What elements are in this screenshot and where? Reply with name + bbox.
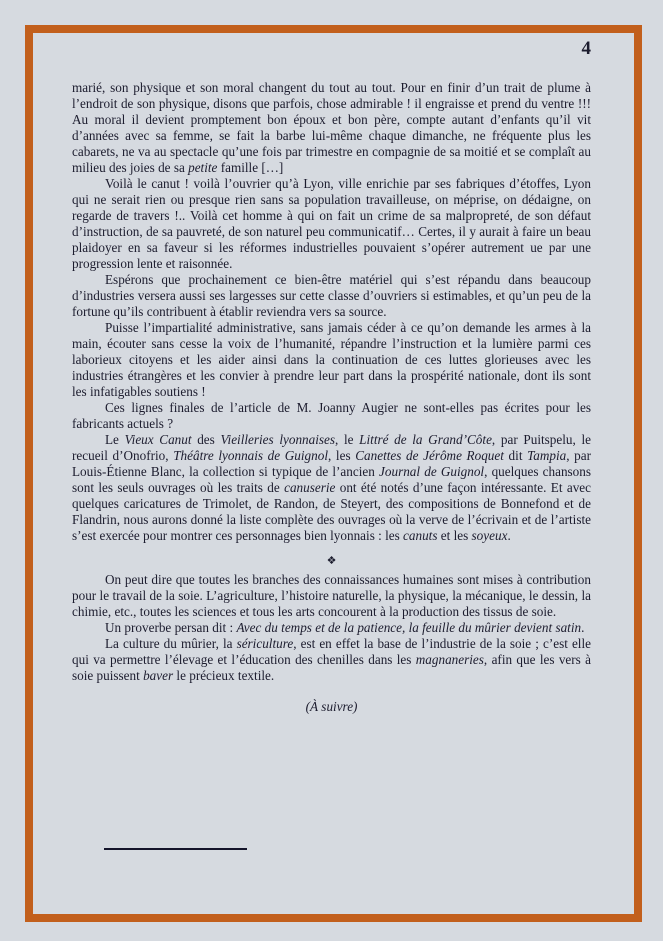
italic-text-run: Théâtre lyonnais de Guignol (173, 448, 328, 463)
paragraphs-before-divider (72, 80, 591, 544)
text-run: Espérons que prochainement ce bien-être matériel qui s’est répandu dans beaucoup d’industries versera aussi ses largesses sur cette classe d’ouvriers si estimables, et qu’un peu de la fortune qu’ils contribuent à établir reviendra vers sa source. (72, 272, 591, 319)
italic-text-run: soyeux (471, 528, 508, 543)
text-run: La culture du mûrier, la (105, 636, 237, 651)
paragraph (72, 572, 591, 620)
text-run: famille […] (217, 160, 284, 175)
text-run: , quelques chansons sont les seuls ouvrages où les traits de (72, 464, 591, 495)
text-run: le précieux textile. (173, 668, 275, 683)
text-run: Puisse l’impartialité administrative, sans jamais céder à ce qu’on demande les armes à la main, écouter sans cesse la voix de l’humanité, répandre l’instruction et la lumière parmi ces laborieux citoyens et les aider ainsi dans la continuation de ces luttes glorieuses avec les industries étrangères et les convier à prendre leur part dans la prospérité nationale, dont ils sont les infatigables soutiens ! (72, 320, 591, 399)
italic-text-run: Avec du temps et de la patience, la feuille du mûrier devient satin (236, 620, 582, 635)
paragraph (72, 176, 591, 272)
paragraph (72, 80, 591, 176)
continuation-note: (À suivre) (305, 699, 358, 714)
text-run: . (507, 528, 511, 543)
text-run: marié, son physique et son moral changent du tout au tout. Pour en finir d’un trait de plume à l’endroit de son physique, disons que parfois, chose admirable ! il engraisse et prend du ventre !!! Au moral il devient promptement bon époux et bon père, compte autant d’enfants qu’il vit d’années avec sa femme, se fait la barbe lui-même chaque dimanche, ne fréquente plus les cabarets, ne va au spectacle qu’une fois par trimestre en compagnie de sa moitié et se complaît au milieu des joies de sa (72, 80, 591, 175)
text-run: des (191, 432, 221, 447)
italic-text-run: Canettes de Jérôme Roquet (355, 448, 504, 463)
text-run: , le (335, 432, 360, 447)
italic-text-run: canuts (403, 528, 438, 543)
italic-text-run: baver (143, 668, 174, 683)
paragraph (72, 620, 591, 636)
text-run: , les (328, 448, 356, 463)
text-run: ont été notés d’une façon intéressante. Et avec quelques caricatures de Trimolet, de Randon, de Steyert, des compositions de Bonnefond et de Flandrin, nous aurons donné la liste complète des ouvrages où la verve de l’écrivain et de l’artiste s’est exercée pour montrer ces personnages bien lyonnais : les (72, 480, 591, 543)
text-run: , afin que les vers à soie puissent (72, 652, 591, 683)
italic-text-run: Vieux Canut (124, 432, 192, 447)
text-run: , est en effet la base de l’industrie de la soie ; c’est elle qui va permettre l’élevage et l’éducation des chenilles dans les (72, 636, 591, 667)
paragraph (72, 320, 591, 400)
text-run: Ces lignes finales de l’article de M. Joanny Augier ne sont-elles pas écrites pour les fabricants actuels ? (72, 400, 591, 431)
italic-text-run: canuserie (284, 480, 336, 495)
paragraph (72, 400, 591, 432)
italic-text-run: Tampia (527, 448, 567, 463)
italic-text-run: magnaneries (415, 652, 484, 667)
text-run: , par Puitspelu, le recueil d’Onofrio, (72, 432, 591, 463)
text-run: Un proverbe persan dit : (105, 620, 237, 635)
paragraph (72, 432, 591, 544)
footnote-rule (104, 848, 247, 850)
italic-text-run: petite (188, 160, 218, 175)
italic-text-run: Littré de la Grand’Côte (359, 432, 492, 447)
section-divider-icon: ❖ (326, 554, 337, 567)
text-run: , par Louis-Étienne Blanc, la collection si typique de l’ancien (72, 448, 591, 479)
paragraphs-after-divider (72, 572, 591, 684)
text-run: Le (105, 432, 125, 447)
text-run: dit (503, 448, 528, 463)
page-number: 4 (581, 38, 591, 59)
text-run: et les (437, 528, 472, 543)
page-border-frame (25, 25, 642, 922)
paragraph (72, 636, 591, 684)
italic-text-run: sériculture (236, 636, 294, 651)
text-run: . (581, 620, 585, 635)
italic-text-run: Vieilleries lyonnaises (220, 432, 336, 447)
paragraph (72, 272, 591, 320)
body-text (72, 80, 591, 715)
text-run: Voilà le canut ! voilà l’ouvrier qu’à Lyon, ville enrichie par ses fabriques d’étoffes, Lyon qui ne serait rien ou presque rien sans sa population travailleuse, on méprise, on dédaigne, on regarde de travers !.. Voilà cet homme à qui on fait un crime de sa malpropreté, de son défaut d’instruction, de sa pauvreté, de son naturel peu communicatif… Certes, il y aurait à faire un beau plaidoyer en sa faveur si les réformes industrielles pouvaient s’opérer autrement ue par une progression lente et raisonnée. (72, 176, 591, 271)
italic-text-run: Journal de Guignol (379, 464, 485, 479)
text-run: On peut dire que toutes les branches des connaissances humaines sont mises à contribution pour le travail de la soie. L’agriculture, l’histoire naturelle, la physique, la mécanique, le dessin, la chimie, etc., toutes les sciences et tous les arts concourent à la production des tissus de soie. (72, 572, 591, 619)
